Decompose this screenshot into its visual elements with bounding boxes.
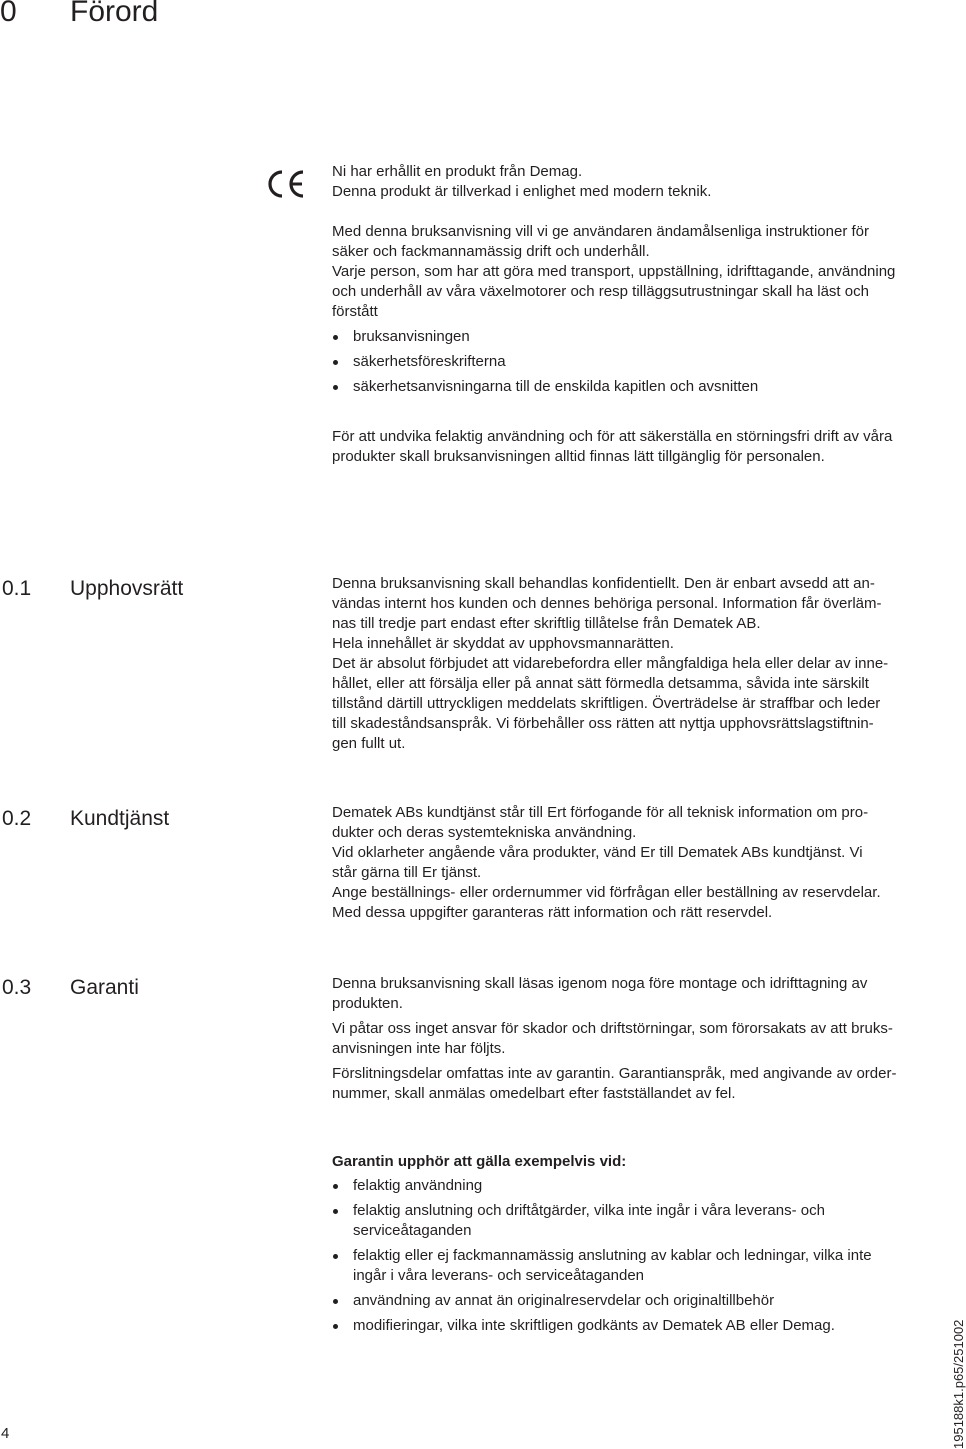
text-line: Vi påtar oss inget ansvar för skador och driftstörningar, som förorsakats av att bruks- — [332, 1020, 893, 1037]
intro-paragraph-4 — [332, 427, 932, 467]
text-line: Ni har erhållit en produkt från Demag. — [332, 163, 583, 180]
list-item — [332, 1201, 932, 1241]
list-item — [332, 1316, 932, 1336]
ce-mark-icon — [262, 168, 306, 205]
section-number: 0.1 — [2, 577, 32, 600]
section-number: 0.3 — [2, 976, 32, 999]
section-heading-garanti — [2, 975, 139, 1001]
text-line: Med dessa uppgifter garanteras rätt information och rätt reservdel. — [332, 904, 773, 921]
list-item — [332, 1291, 932, 1311]
text-line: står gärna till Er tjänst. — [332, 864, 482, 881]
section-title: Garanti — [70, 976, 139, 999]
chapter-number: 0 — [0, 0, 17, 28]
text-line: produkten. — [332, 995, 403, 1012]
text-line: Med denna bruksanvisning vill vi ge användaren ändamålsenliga instruktioner för — [332, 223, 869, 240]
section-heading-kundtjanst — [2, 806, 169, 832]
text-line: Det är absolut förbjudet att vidarebefordra eller mångfaldiga hela eller delar av inne- — [332, 655, 889, 672]
list-item: säkerhetsföreskrifterna — [332, 352, 932, 372]
page-number: 4 — [1, 1425, 10, 1442]
text-line: hållet, eller att försälja eller på annat sätt förmedla detsamma, såvida inte särskilt — [332, 675, 869, 692]
warranty-end-list — [332, 1176, 932, 1336]
section-paragraph — [332, 1064, 932, 1104]
section-body-kundtjanst — [332, 803, 932, 923]
text-line: säker och fackmannamässig drift och underhåll. — [332, 243, 650, 260]
text-line: felaktig eller ej fackmannamässig anslutning av kablar och ledningar, vilka inte — [353, 1247, 872, 1264]
list-item: säkerhetsanvisningarna till de enskilda kapitlen och avsnitten — [332, 377, 932, 397]
warranty-end-heading: Garantin upphör att gälla exempelvis vid: — [332, 1153, 627, 1170]
text-line: Förslitningsdelar omfattas inte av garantin. Garantianspråk, med angivande av order- — [332, 1065, 897, 1082]
intro-paragraph-2 — [332, 222, 932, 262]
text-line: Hela innehållet är skyddat av upphovsmannarätten. — [332, 635, 674, 652]
section-number: 0.2 — [2, 807, 32, 830]
text-line: felaktig anslutning och driftåtgärder, vilka inte ingår i våra leverans- och — [353, 1202, 825, 1219]
document-code: 195188k1.p65/251002 — [951, 1319, 966, 1449]
text-line: Vid oklarheter angående våra produkter, vänd Er till Dematek ABs kundtjänst. Vi — [332, 844, 863, 861]
intro-block — [332, 162, 932, 467]
text-line: Varje person, som har att göra med transport, uppställning, idrifttagande, användning — [332, 263, 896, 280]
text-line: Denna bruksanvisning skall behandlas konfidentiellt. Den är enbart avsedd att an- — [332, 575, 875, 592]
text-line: tillstånd därtill uttryckligen meddelats skriftligen. Överträdelse är straffbar och leder — [332, 695, 881, 712]
list-item — [332, 1176, 932, 1196]
text-line: gen fullt ut. — [332, 735, 406, 752]
intro-paragraph-1 — [332, 162, 932, 202]
section-body-upphovsratt — [332, 574, 932, 754]
section-heading-upphovsratt — [2, 576, 183, 602]
section-paragraph — [332, 1019, 932, 1059]
text-line: Ange beställnings- eller ordernummer vid förfrågan eller beställning av reservdelar. — [332, 884, 881, 901]
section-title: Kundtjänst — [70, 807, 170, 830]
section-paragraph — [332, 574, 932, 754]
text-line: användning av annat än originalreservdelar och originaltillbehör — [353, 1292, 775, 1309]
text-line: dukter och deras systemtekniska användning. — [332, 824, 637, 841]
warranty-end-block — [332, 1152, 932, 1336]
intro-paragraph-3 — [332, 262, 932, 322]
text-line: serviceåtaganden — [353, 1222, 472, 1239]
list-item — [332, 1246, 932, 1286]
text-line: produkter skall bruksanvisningen alltid finnas lätt tillgänglig för personalen. — [332, 448, 825, 465]
text-line: Dematek ABs kundtjänst står till Ert förfogande för all teknisk information om pro- — [332, 804, 869, 821]
text-line: nas till tredje part endast efter skriftlig tillåtelse från Dematek AB. — [332, 615, 761, 632]
text-line: För att undvika felaktig användning och för att säkerställa en störningsfri drift av våra — [332, 428, 893, 445]
list-item: bruksanvisningen — [332, 327, 932, 347]
text-line: Denna bruksanvisning skall läsas igenom noga före montage och idrifttagning av — [332, 975, 868, 992]
text-line: felaktig användning — [353, 1177, 483, 1194]
text-line: vändas internt hos kunden och dennes behöriga personal. Information får överläm- — [332, 595, 882, 612]
text-line: modifieringar, vilka inte skriftligen godkänts av Dematek AB eller Demag. — [353, 1317, 835, 1334]
chapter-title: Förord — [70, 0, 159, 28]
section-paragraph — [332, 974, 932, 1014]
text-line: anvisningen inte har följts. — [332, 1040, 506, 1057]
text-line: Denna produkt är tillverkad i enlighet med modern teknik. — [332, 183, 712, 200]
section-body-garanti — [332, 974, 932, 1104]
text-line: till skadeståndsanspråk. Vi förbehåller oss rätten att nyttja upphovsrättslagstiftnin- — [332, 715, 874, 732]
intro-bullet-list — [332, 327, 932, 397]
text-line: ingår i våra leverans- och serviceåtaganden — [353, 1267, 644, 1284]
text-line: förstått — [332, 303, 378, 320]
section-title: Upphovsrätt — [70, 577, 184, 600]
section-paragraph — [332, 803, 932, 923]
text-line: nummer, skall anmälas omedelbart efter fastställandet av fel. — [332, 1085, 736, 1102]
text-line: och underhåll av våra växelmotorer och resp tilläggsutrustningar skall ha läst och — [332, 283, 869, 300]
chapter-heading — [0, 0, 158, 32]
